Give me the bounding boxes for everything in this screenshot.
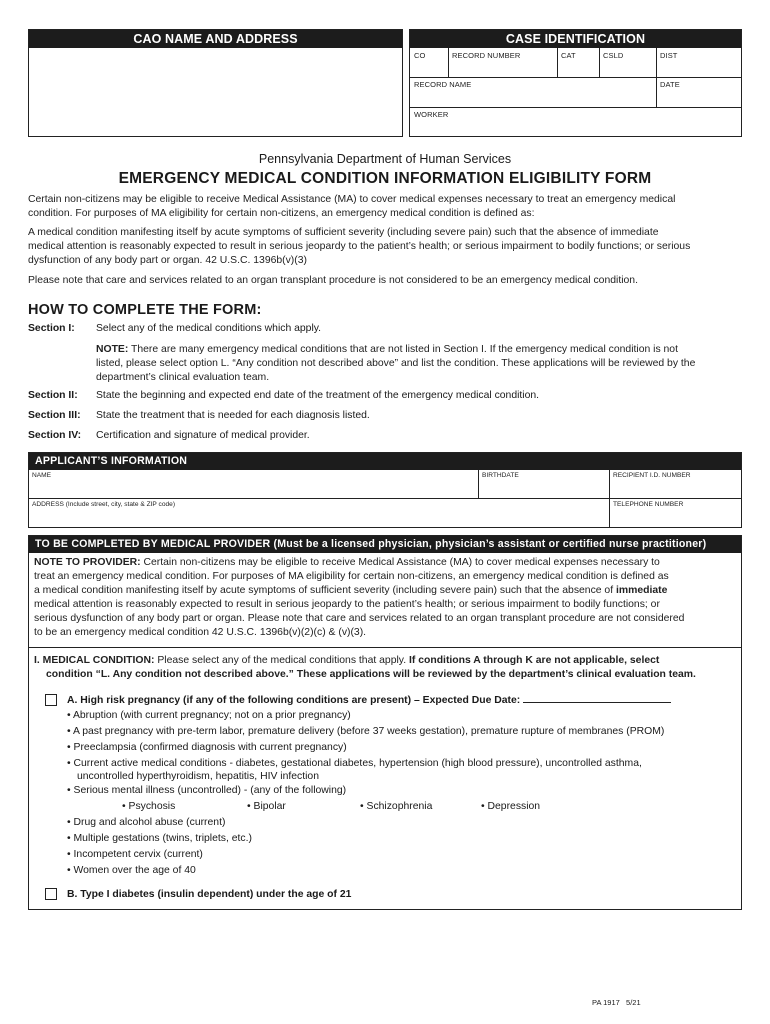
intro-paragraph-2: A medical condition manifesting itself by acute symptoms of sufficient severity (including severe pain) such that the absence of immediate medical attention is reasonably expected to result in serious jeopardy to the patient’s health; or serious impairment to bodily functions; or serious dysfunction of any body part or organ. 42 U.S.C. 1396b(v)(3) [28,227,691,266]
list-item: • Incompetent cervix (current) [67,848,203,860]
condition-b-label: B. Type I diabetes (insulin dependent) under the age of 21 [67,889,352,900]
case-id-title: CASE IDENTIFICATION [410,30,741,48]
intro-paragraph-3: Please note that care and services related to an organ transplant procedure is not considered to be an emergency medical condition. [28,275,638,286]
dist-label: DIST [660,51,678,60]
list-item: • A past pregnancy with pre-term labor, premature delivery (before 37 weeks gestation), premature rupture of membranes (PROM) [67,725,665,737]
recipient-id-field[interactable]: RECIPIENT I.D. NUMBER [613,472,691,479]
list-item: • Schizophrenia [360,801,433,813]
due-date-field[interactable] [523,702,671,703]
csld-label: CSLD [603,51,624,60]
co-label: CO [414,51,426,60]
mental-illness-options [67,799,737,815]
applicant-name-field[interactable]: NAME [32,472,52,479]
section-3-label: Section III: [28,410,81,421]
list-item: • Psychosis [122,801,176,813]
section-4-label: Section IV: [28,430,82,441]
provider-box [28,535,742,648]
provider-bar: TO BE COMPLETED BY MEDICAL PROVIDER (Must be a licensed physician, physician’s assistant or certified nurse practitioner) [29,536,741,553]
department-name: Pennsylvania Department of Human Services [258,152,512,166]
applicant-birthdate-field[interactable]: BIRTHDATE [482,472,519,479]
list-item: • Depression [481,801,541,813]
list-item: • Multiple gestations (twins, triplets, etc.) [67,832,252,844]
list-item: • Current active medical conditions - diabetes, gestational diabetes, hypertension (high blood pressure), uncontrolled asthma, [67,758,642,770]
condition-b-checkbox[interactable] [45,888,57,900]
section-2-label: Section II: [28,390,78,401]
applicant-info-box [28,452,742,528]
section-1-label: Section I: [28,323,75,334]
how-to-heading: HOW TO COMPLETE THE FORM: [28,302,262,318]
provider-note: NOTE TO PROVIDER: Certain non-citizens may be eligible to receive Medical Assistance (MA) to cover medical expenses necessary to treat an emergency medical condition. For purposes of MA eligibility for certain non-citizens, an emergency medical condition is defined as a medical condition manifesting itself by acute symptoms of sufficient severity (including severe pain) such that the absence of immediate medical attention is reasonably expected to result in serious jeopardy to the patient’s health; or serious impairment to bodily functions; or serious dysfunction of any body part or organ. Please note that care and services related to an organ transplant procedure are not considered to be an emergency medical condition 42 U.S.C. 1396b(v)(2)(c) & (v)(3). [34,557,685,638]
section-4-text: Certification and signature of medical provider. [96,430,310,441]
condition-a-list [67,708,737,878]
how-to-note: NOTE: There are many emergency medical conditions that are not listed in Section I. If the emergency medical condition is not listed, please select option L. “Any condition not described above” and list the condition. These applications will be reviewed by the department’s clinical evaluation team. [96,344,696,383]
section-1-text: Select any of the medical conditions which apply. [96,323,322,334]
medical-condition-box [28,648,742,910]
cao-box [28,29,403,137]
telephone-field[interactable]: TELEPHONE NUMBER [613,501,684,508]
list-item: • Preeclampsia (confirmed diagnosis with current pregnancy) [67,741,347,753]
list-item: • Abruption (with current pregnancy; not on a prior pregnancy) [67,710,351,721]
applicant-address-field[interactable]: ADDRESS (Include street, city, state & ZIP code) [32,501,176,508]
list-item: • Drug and alcohol abuse (current) [67,817,226,829]
cat-label: CAT [561,51,576,60]
date-label: DATE [660,80,680,89]
form-title: EMERGENCY MEDICAL CONDITION INFORMATION ELIGIBILITY FORM [118,170,652,187]
condition-a-label: A. High risk pregnancy (if any of the following conditions are present) – Expected Due Date: [67,695,671,706]
medical-condition-heading: I. MEDICAL CONDITION: Please select any of the medical conditions that apply. If conditions A through K are not applicable, select condition “L. Any condition not described above.” These applications will be reviewed by the department’s clinical evaluation team. [34,655,696,680]
record-name-label: RECORD NAME [414,80,472,89]
section-3-text: State the treatment that is needed for each diagnosis listed. [96,410,370,421]
worker-label: WORKER [414,110,449,119]
list-item: • Bipolar [247,801,286,813]
list-item: • Women over the age of 40 [67,864,196,876]
form-number: PA 1917 5/21 [592,998,641,1007]
record-number-label: RECORD NUMBER [452,51,521,60]
section-2-text: State the beginning and expected end date of the treatment of the emergency medical condition. [96,390,540,401]
applicant-info-bar: APPLICANT’S INFORMATION [29,453,741,470]
intro-paragraph-1: Certain non-citizens may be eligible to receive Medical Assistance (MA) to cover medical expenses necessary to treat an emergency medical condition. For purposes of MA eligibility for certain non-citizens, an emergency medical condition is defined as: [28,194,676,219]
cao-title: CAO NAME AND ADDRESS [29,30,402,48]
case-id-box [409,29,742,137]
condition-a-checkbox[interactable] [45,694,57,706]
list-item: uncontrolled hyperthyroidism, hepatitis, HIV infection [77,771,319,783]
list-item: • Serious mental illness (uncontrolled) - (any of the following) [67,785,347,797]
